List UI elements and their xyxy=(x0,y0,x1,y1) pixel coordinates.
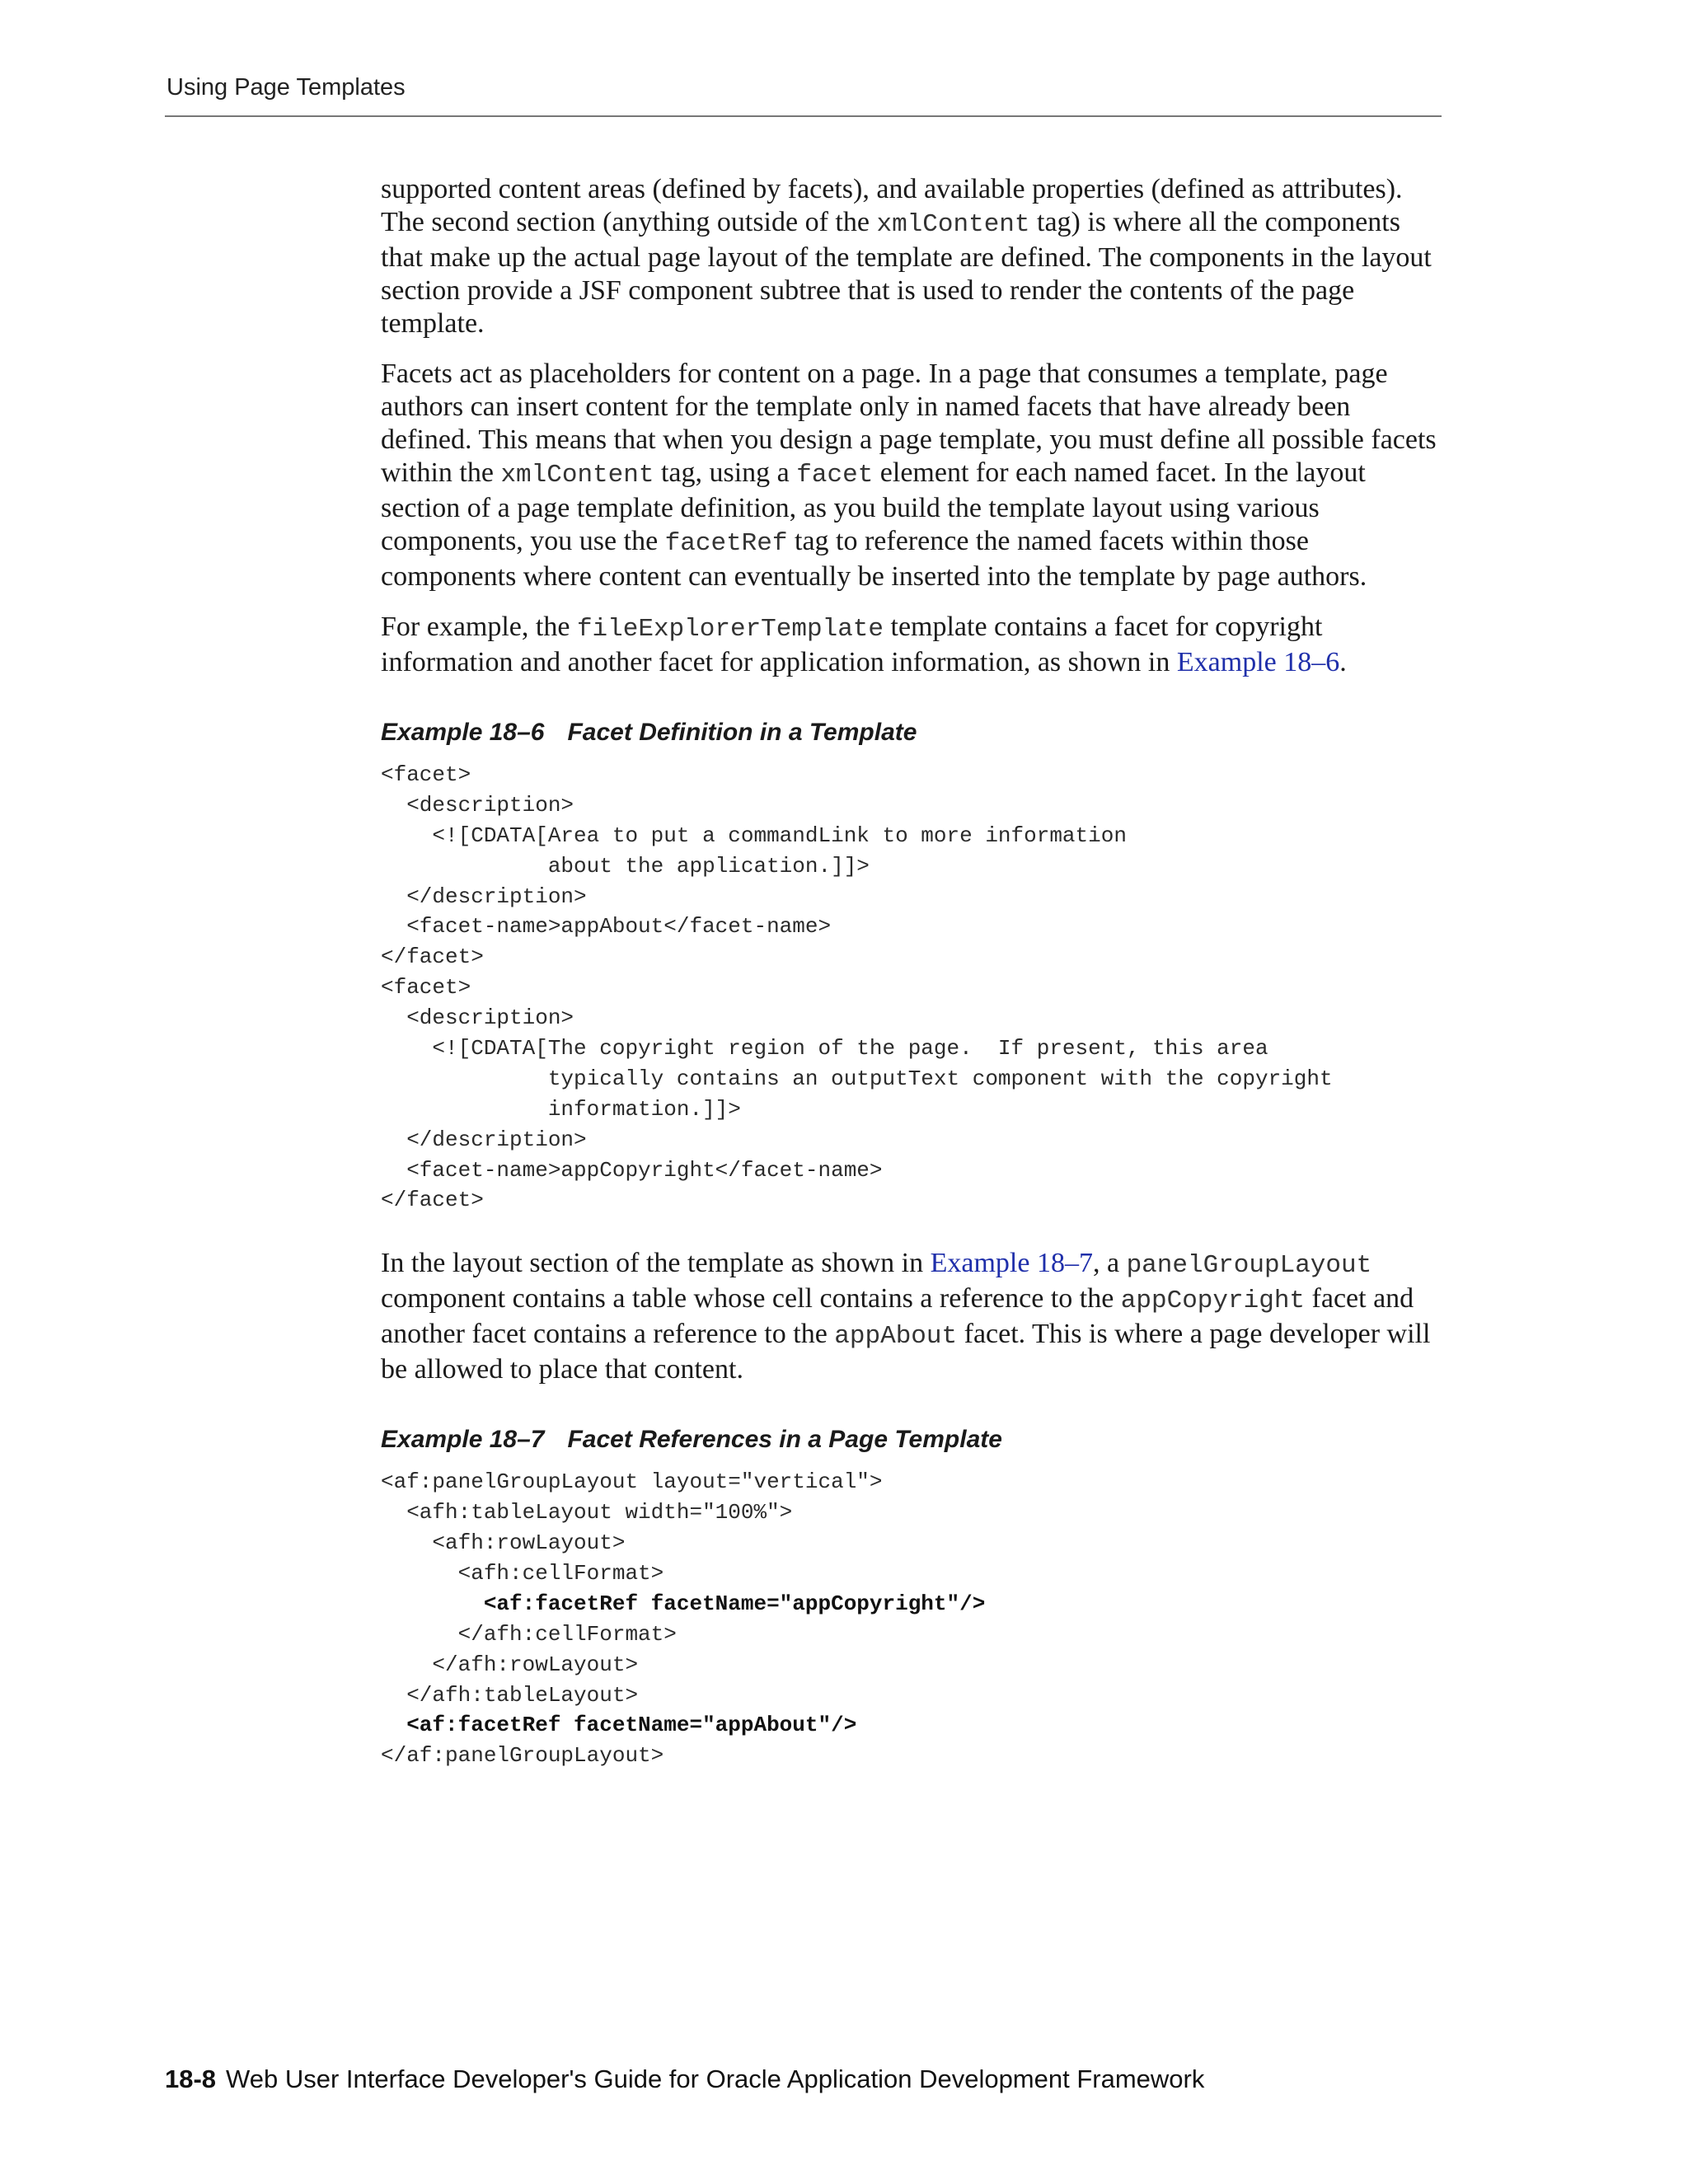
text-run: supported content areas (defined by facets), and available properties (defined as attributes). The second section (anything outside of the xyxy=(381,174,1403,237)
inline-code: xmlContent xyxy=(876,210,1030,239)
text-run: In the layout section of the template as shown in xyxy=(381,1248,931,1279)
text-run: tag to reference the named facets within those components where content can eventually be inserted into the template by page authors. xyxy=(381,526,1367,592)
code-line: </facet> xyxy=(381,1188,484,1213)
code-line: <af:facetRef facetName="appAbout"/> xyxy=(381,1713,857,1738)
text-run: . xyxy=(1339,647,1347,677)
inline-code: appCopyright xyxy=(1120,1286,1306,1316)
code-line: <description> xyxy=(381,792,574,818)
code-line: <afh:cellFormat> xyxy=(381,1561,664,1586)
example-18-6-link[interactable]: Example 18–6 xyxy=(1176,647,1340,677)
text-run: tag) is where all the components that make up the actual page layout of the template are defined. The components in the layout section provide a JSF component subtree that is used to render the contents of the page template. xyxy=(381,207,1432,339)
code-line: <afh:rowLayout> xyxy=(381,1530,626,1556)
code-block-facet-references xyxy=(381,1467,1444,1771)
example-18-7-title xyxy=(381,1426,1444,1454)
code-line: <afh:tableLayout width="100%"> xyxy=(381,1500,793,1526)
code-line: <facet-name>appAbout</facet-name> xyxy=(381,914,832,940)
paragraph-layout-section xyxy=(381,1247,1444,1386)
inline-code: panelGroupLayout xyxy=(1126,1251,1372,1281)
text-run: facet and another facet contains a reference to the xyxy=(381,1283,1414,1350)
inline-code: fileExplorerTemplate xyxy=(576,615,884,644)
code-line: <facet-name>appCopyright</facet-name> xyxy=(381,1157,883,1183)
code-line: </afh:cellFormat> xyxy=(381,1621,677,1647)
example-18-6-title xyxy=(381,719,1444,747)
code-line: </description> xyxy=(381,883,587,909)
paragraph-example-intro xyxy=(381,611,1444,679)
inline-code: facet xyxy=(796,461,874,490)
example-title-text: Facet References in a Page Template xyxy=(567,1426,1002,1454)
text-run: facet. This is where a page developer will be allowed to place that content. xyxy=(381,1319,1431,1385)
header-divider xyxy=(165,115,1442,117)
example-label: Example 18–6 xyxy=(381,719,545,746)
code-line: <![CDATA[Area to put a commandLink to more information xyxy=(381,823,1127,848)
text-run: Facets act as placeholders for content on a page. In a page that consumes a template, page authors can insert content for the template only in named facets that have already been defined. This means that when you design a page template, you must define all possible facets within the xyxy=(381,359,1437,488)
text-run: , a xyxy=(1092,1248,1127,1279)
text-run: template contains a facet for copyright information and another facet for application information, as shown in xyxy=(381,612,1323,677)
code-line: <af:panelGroupLayout layout="vertical"> xyxy=(381,1469,883,1495)
text-run: component contains a table whose cell contains a reference to the xyxy=(381,1283,1121,1315)
code-line: information.]]> xyxy=(381,1096,741,1122)
example-18-7-link[interactable]: Example 18–7 xyxy=(930,1248,1093,1279)
page-number: 18-8 xyxy=(165,2064,217,2093)
inline-code: facetRef xyxy=(664,529,788,558)
code-line: <facet> xyxy=(381,762,471,787)
inline-code: xmlContent xyxy=(500,461,654,490)
code-block-facet-definition xyxy=(381,760,1444,1216)
page-footer xyxy=(165,2064,1204,2094)
example-title-text: Facet Definition in a Template xyxy=(567,719,917,746)
book-title: Web User Interface Developer's Guide for Oracle Application Development Framework xyxy=(226,2064,1205,2093)
code-line: </afh:rowLayout> xyxy=(381,1652,639,1677)
inline-code: appAbout xyxy=(834,1322,958,1352)
text-run: For example, the xyxy=(381,612,577,642)
paragraph-template-sections xyxy=(381,173,1444,340)
code-line: <description> xyxy=(381,1005,574,1031)
page-body xyxy=(381,173,1444,1802)
text-run: element for each named facet. In the layout section of a page template definition, as you build the template layout using various components, you use the xyxy=(381,457,1366,556)
paragraph-facets xyxy=(381,358,1444,593)
code-line: </afh:tableLayout> xyxy=(381,1682,639,1708)
code-line: typically contains an outputText component with the copyright xyxy=(381,1066,1333,1091)
code-line: </facet> xyxy=(381,944,484,970)
code-line: <af:facetRef facetName="appCopyright"/> xyxy=(381,1591,986,1616)
code-line: <![CDATA[The copyright region of the page. If present, this area xyxy=(381,1036,1268,1062)
code-line: about the application.]]> xyxy=(381,853,870,879)
code-line: </description> xyxy=(381,1127,587,1152)
code-line: <facet> xyxy=(381,975,471,1001)
example-label: Example 18–7 xyxy=(381,1426,545,1454)
text-run: tag, using a xyxy=(654,457,797,488)
running-header: Using Page Templates xyxy=(166,74,406,101)
code-line: </af:panelGroupLayout> xyxy=(381,1743,664,1769)
